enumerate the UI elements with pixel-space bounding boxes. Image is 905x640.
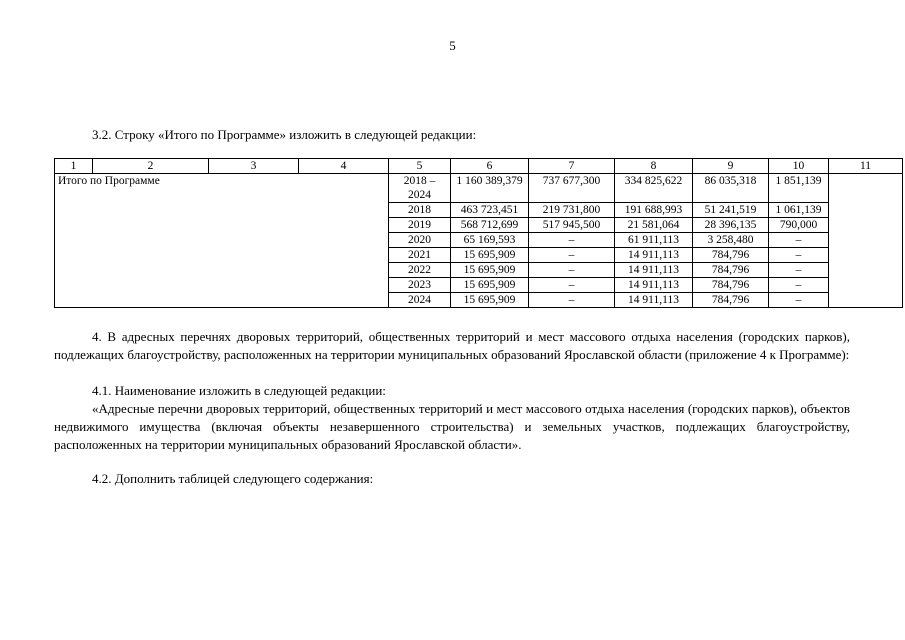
- table-cell: 61 911,113: [615, 233, 693, 248]
- table-cell: 784,796: [693, 293, 769, 308]
- table-cell: –: [529, 233, 615, 248]
- section-4-1: 4.1. Наименование изложить в следующей редакции:: [92, 383, 386, 398]
- table-cell: 784,796: [693, 263, 769, 278]
- page-number: 5: [449, 38, 456, 53]
- table-row: [55, 174, 903, 203]
- table-cell: 517 945,500: [529, 218, 615, 233]
- table-cell: –: [769, 263, 829, 278]
- table-cell: 28 396,135: [693, 218, 769, 233]
- table-cell: 1 160 389,379: [451, 174, 529, 203]
- column-header: 10: [769, 159, 829, 174]
- column-11-cell: [829, 174, 903, 308]
- table-cell: 784,796: [693, 248, 769, 263]
- table-cell: 737 677,300: [529, 174, 615, 203]
- column-header: 11: [829, 159, 903, 174]
- table-cell: 334 825,622: [615, 174, 693, 203]
- table-cell: –: [769, 233, 829, 248]
- table-cell: 14 911,113: [615, 263, 693, 278]
- table-cell: 219 731,800: [529, 203, 615, 218]
- table-cell: 2018: [389, 203, 451, 218]
- table-cell: 2021: [389, 248, 451, 263]
- table-cell: 463 723,451: [451, 203, 529, 218]
- table-cell: 15 695,909: [451, 248, 529, 263]
- table-cell: 191 688,993: [615, 203, 693, 218]
- column-header: 1: [55, 159, 93, 174]
- table-cell: –: [769, 293, 829, 308]
- table-cell: 2018 – 2024: [389, 174, 451, 203]
- column-header: 7: [529, 159, 615, 174]
- section-4-1-quote: «Адресные перечни дворовых территорий, общественных территорий и мест массового отдыха населения (городских парков), объектов недвижимого имущества (включая объекты незавершенного строительства) и земельных участков, подлежащих благоустройству, расположенных на территории муниципальных образований Ярославской области».: [54, 401, 850, 452]
- table-cell: 1 061,139: [769, 203, 829, 218]
- column-header: 9: [693, 159, 769, 174]
- section-3-2: 3.2. Строку «Итого по Программе» изложить в следующей редакции:: [92, 127, 477, 142]
- table-cell: 1 851,139: [769, 174, 829, 203]
- table-cell: 15 695,909: [451, 263, 529, 278]
- table-cell: 15 695,909: [451, 278, 529, 293]
- table-cell: –: [769, 278, 829, 293]
- row-label: Итого по Программе: [55, 174, 389, 308]
- table-cell: 790,000: [769, 218, 829, 233]
- table-cell: 14 911,113: [615, 248, 693, 263]
- table-cell: –: [529, 248, 615, 263]
- table-cell: –: [529, 293, 615, 308]
- column-header: 2: [93, 159, 209, 174]
- table-cell: 86 035,318: [693, 174, 769, 203]
- section-4-intro: 4. В адресных перечнях дворовых территорий, общественных территорий и мест массового отдыха населения (городских парков), подлежащих благоустройству, расположенных на территории муниципальных образований Ярославской области (приложение 4 к Программе):: [54, 329, 850, 362]
- table-header-row: [55, 159, 903, 174]
- table-cell: 2023: [389, 278, 451, 293]
- budget-table: [54, 158, 903, 308]
- table-cell: 2022: [389, 263, 451, 278]
- table-cell: 51 241,519: [693, 203, 769, 218]
- table-cell: 2019: [389, 218, 451, 233]
- column-header: 4: [299, 159, 389, 174]
- table-cell: 2024: [389, 293, 451, 308]
- table-cell: 21 581,064: [615, 218, 693, 233]
- table-cell: –: [769, 248, 829, 263]
- table-cell: 14 911,113: [615, 278, 693, 293]
- table-cell: 15 695,909: [451, 293, 529, 308]
- table-cell: 568 712,699: [451, 218, 529, 233]
- table-cell: 14 911,113: [615, 293, 693, 308]
- table-cell: 2020: [389, 233, 451, 248]
- column-header: 3: [209, 159, 299, 174]
- column-header: 8: [615, 159, 693, 174]
- table-cell: 3 258,480: [693, 233, 769, 248]
- table-cell: –: [529, 278, 615, 293]
- column-header: 6: [451, 159, 529, 174]
- column-header: 5: [389, 159, 451, 174]
- budget-table-body: [55, 159, 903, 308]
- table-cell: –: [529, 263, 615, 278]
- section-4-2: 4.2. Дополнить таблицей следующего содержания:: [92, 471, 374, 486]
- table-cell: 784,796: [693, 278, 769, 293]
- table-cell: 65 169,593: [451, 233, 529, 248]
